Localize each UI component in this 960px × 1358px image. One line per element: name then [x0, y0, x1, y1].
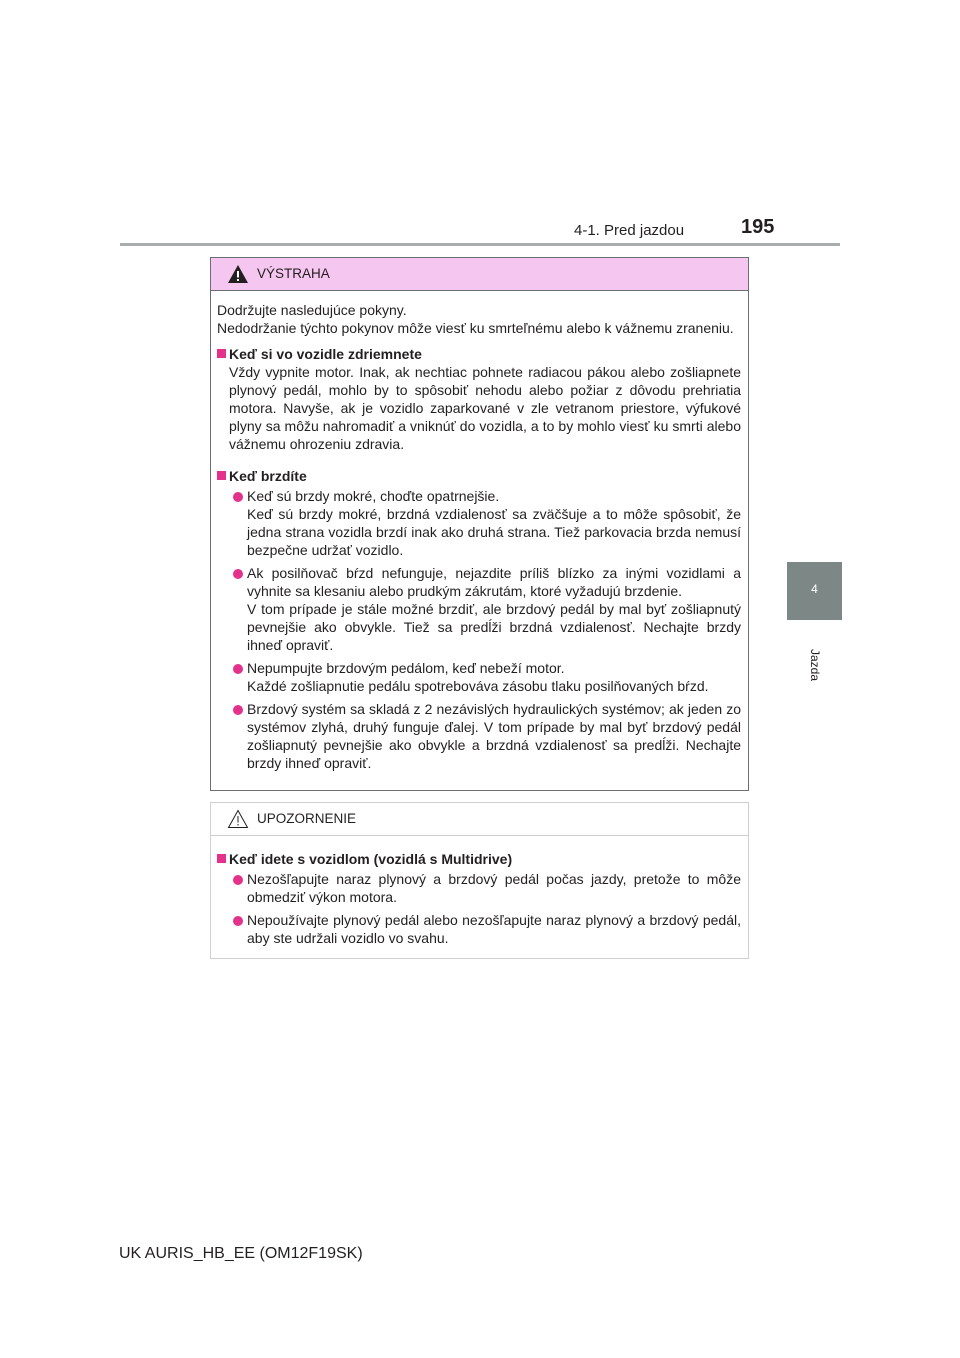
notice-title: UPOZORNENIE	[257, 811, 357, 826]
list-item	[217, 870, 741, 906]
circle-bullet-icon	[233, 705, 243, 715]
intro-line: Dodržujte nasledujúce pokyny.	[217, 302, 407, 318]
footer-model: UK AURIS_HB_EE (OM12F19SK)	[119, 1245, 363, 1262]
circle-bullet-icon	[233, 916, 243, 926]
section-heading-text: Keď idete s vozidlom (vozidlá s Multidrive)	[229, 851, 513, 867]
section-heading-text: Keď si vo vozidle zdriemnete	[229, 346, 422, 362]
bullet-line: Nezošľapujte naraz plynový a brzdový pedál počas jazdy, pretože to môže obmedziť výkon motora.	[247, 871, 741, 905]
circle-bullet-icon	[233, 569, 243, 579]
circle-bullet-icon	[233, 875, 243, 885]
notice-header	[211, 803, 748, 836]
circle-bullet-icon	[233, 664, 243, 674]
section-text: Vždy vypnite motor. Inak, ak nechtiac pohnete radiacou pákou alebo zošliapnete plynový pedál, mohlo by to spôsobiť nehodu alebo požiar z dôvodu prehriatia motora. Navyše, ak je vozidlo zaparkované v zle vetranom priestore, výfukové plyny sa môžu nahromadiť a vniknúť do vozidla, a to by mohlo viesť ku smrti alebo vážnemu ohrozeniu zdravia.	[229, 364, 741, 452]
warning-triangle-icon	[227, 264, 249, 284]
section-heading	[217, 345, 741, 363]
header-rule	[120, 243, 840, 246]
bullet-line: Keď sú brzdy mokré, brzdná vzdialenosť sa zväčšuje a to môže spôsobiť, že jedna strana vozidla brzdí inak ako druhá strana. Tiež parkovacia brzda nemusí bezpečne udržať vozidlo.	[247, 506, 741, 558]
warning-body	[211, 291, 748, 772]
intro-line: Nedodržanie týchto pokynov môže viesť ku smrteľnému alebo k vážnemu zraneniu.	[217, 320, 734, 336]
notice-box	[210, 802, 749, 959]
square-bullet-icon	[217, 854, 226, 863]
bullet-line: Brzdový systém sa skladá z 2 nezávislých hydraulických systémov; ak jeden zo systémov zlyhá, druhý funguje ďalej. V tom prípade by mal byť brzdový pedál zošliapnutý pevnejšie ako obvykle a brzdná vzdialenosť sa predĺži. Nechajte brzdy ihneď opraviť.	[247, 701, 741, 771]
caution-triangle-icon	[227, 809, 249, 829]
square-bullet-icon	[217, 349, 226, 358]
warning-box	[210, 257, 749, 791]
bullet-line: Každé zošliapnutie pedálu spotrebováva zásobu tlaku posilňovaných bŕzd.	[247, 678, 709, 694]
list-item	[217, 659, 741, 695]
page-number: 195	[741, 216, 775, 238]
warning-header	[211, 258, 748, 291]
square-bullet-icon	[217, 471, 226, 480]
section-title: 4-1. Pred jazdou	[574, 222, 685, 239]
chapter-label: Jazda	[808, 648, 822, 682]
section-heading	[217, 850, 741, 868]
circle-bullet-icon	[233, 492, 243, 502]
chapter-number: 4	[811, 582, 818, 596]
bullet-line: Keď sú brzdy mokré, choďte opatrnejšie.	[247, 488, 500, 504]
list-item	[217, 564, 741, 654]
notice-body	[211, 836, 748, 947]
warning-title: VÝSTRAHA	[257, 266, 330, 281]
list-item	[217, 487, 741, 559]
bullet-line: V tom prípade je stále možné brzdiť, ale brzdový pedál by mal byť zošliapnutý pevnejšie ako obvykle. Tiež sa predĺži brzdná vzdialenosť. Nechajte brzdy ihneď opraviť.	[247, 601, 741, 653]
warning-intro	[217, 301, 741, 337]
list-item	[217, 911, 741, 947]
bullet-line: Nepoužívajte plynový pedál alebo nezošľapujte naraz plynový a brzdový pedál, aby ste udržali vozidlo vo svahu.	[247, 912, 741, 946]
chapter-tab	[787, 562, 842, 620]
section-heading	[217, 467, 741, 485]
bullet-line: Nepumpujte brzdovým pedálom, keď nebeží motor.	[247, 660, 565, 676]
section-heading-text: Keď brzdíte	[229, 468, 307, 484]
list-item	[217, 700, 741, 772]
bullet-line: Ak posilňovač bŕzd nefunguje, nejazdite príliš blízko za inými vozidlami a vyhnite sa klesaniu alebo prudkým zákrutám, ktoré vyžadujú brzdenie.	[247, 565, 741, 599]
